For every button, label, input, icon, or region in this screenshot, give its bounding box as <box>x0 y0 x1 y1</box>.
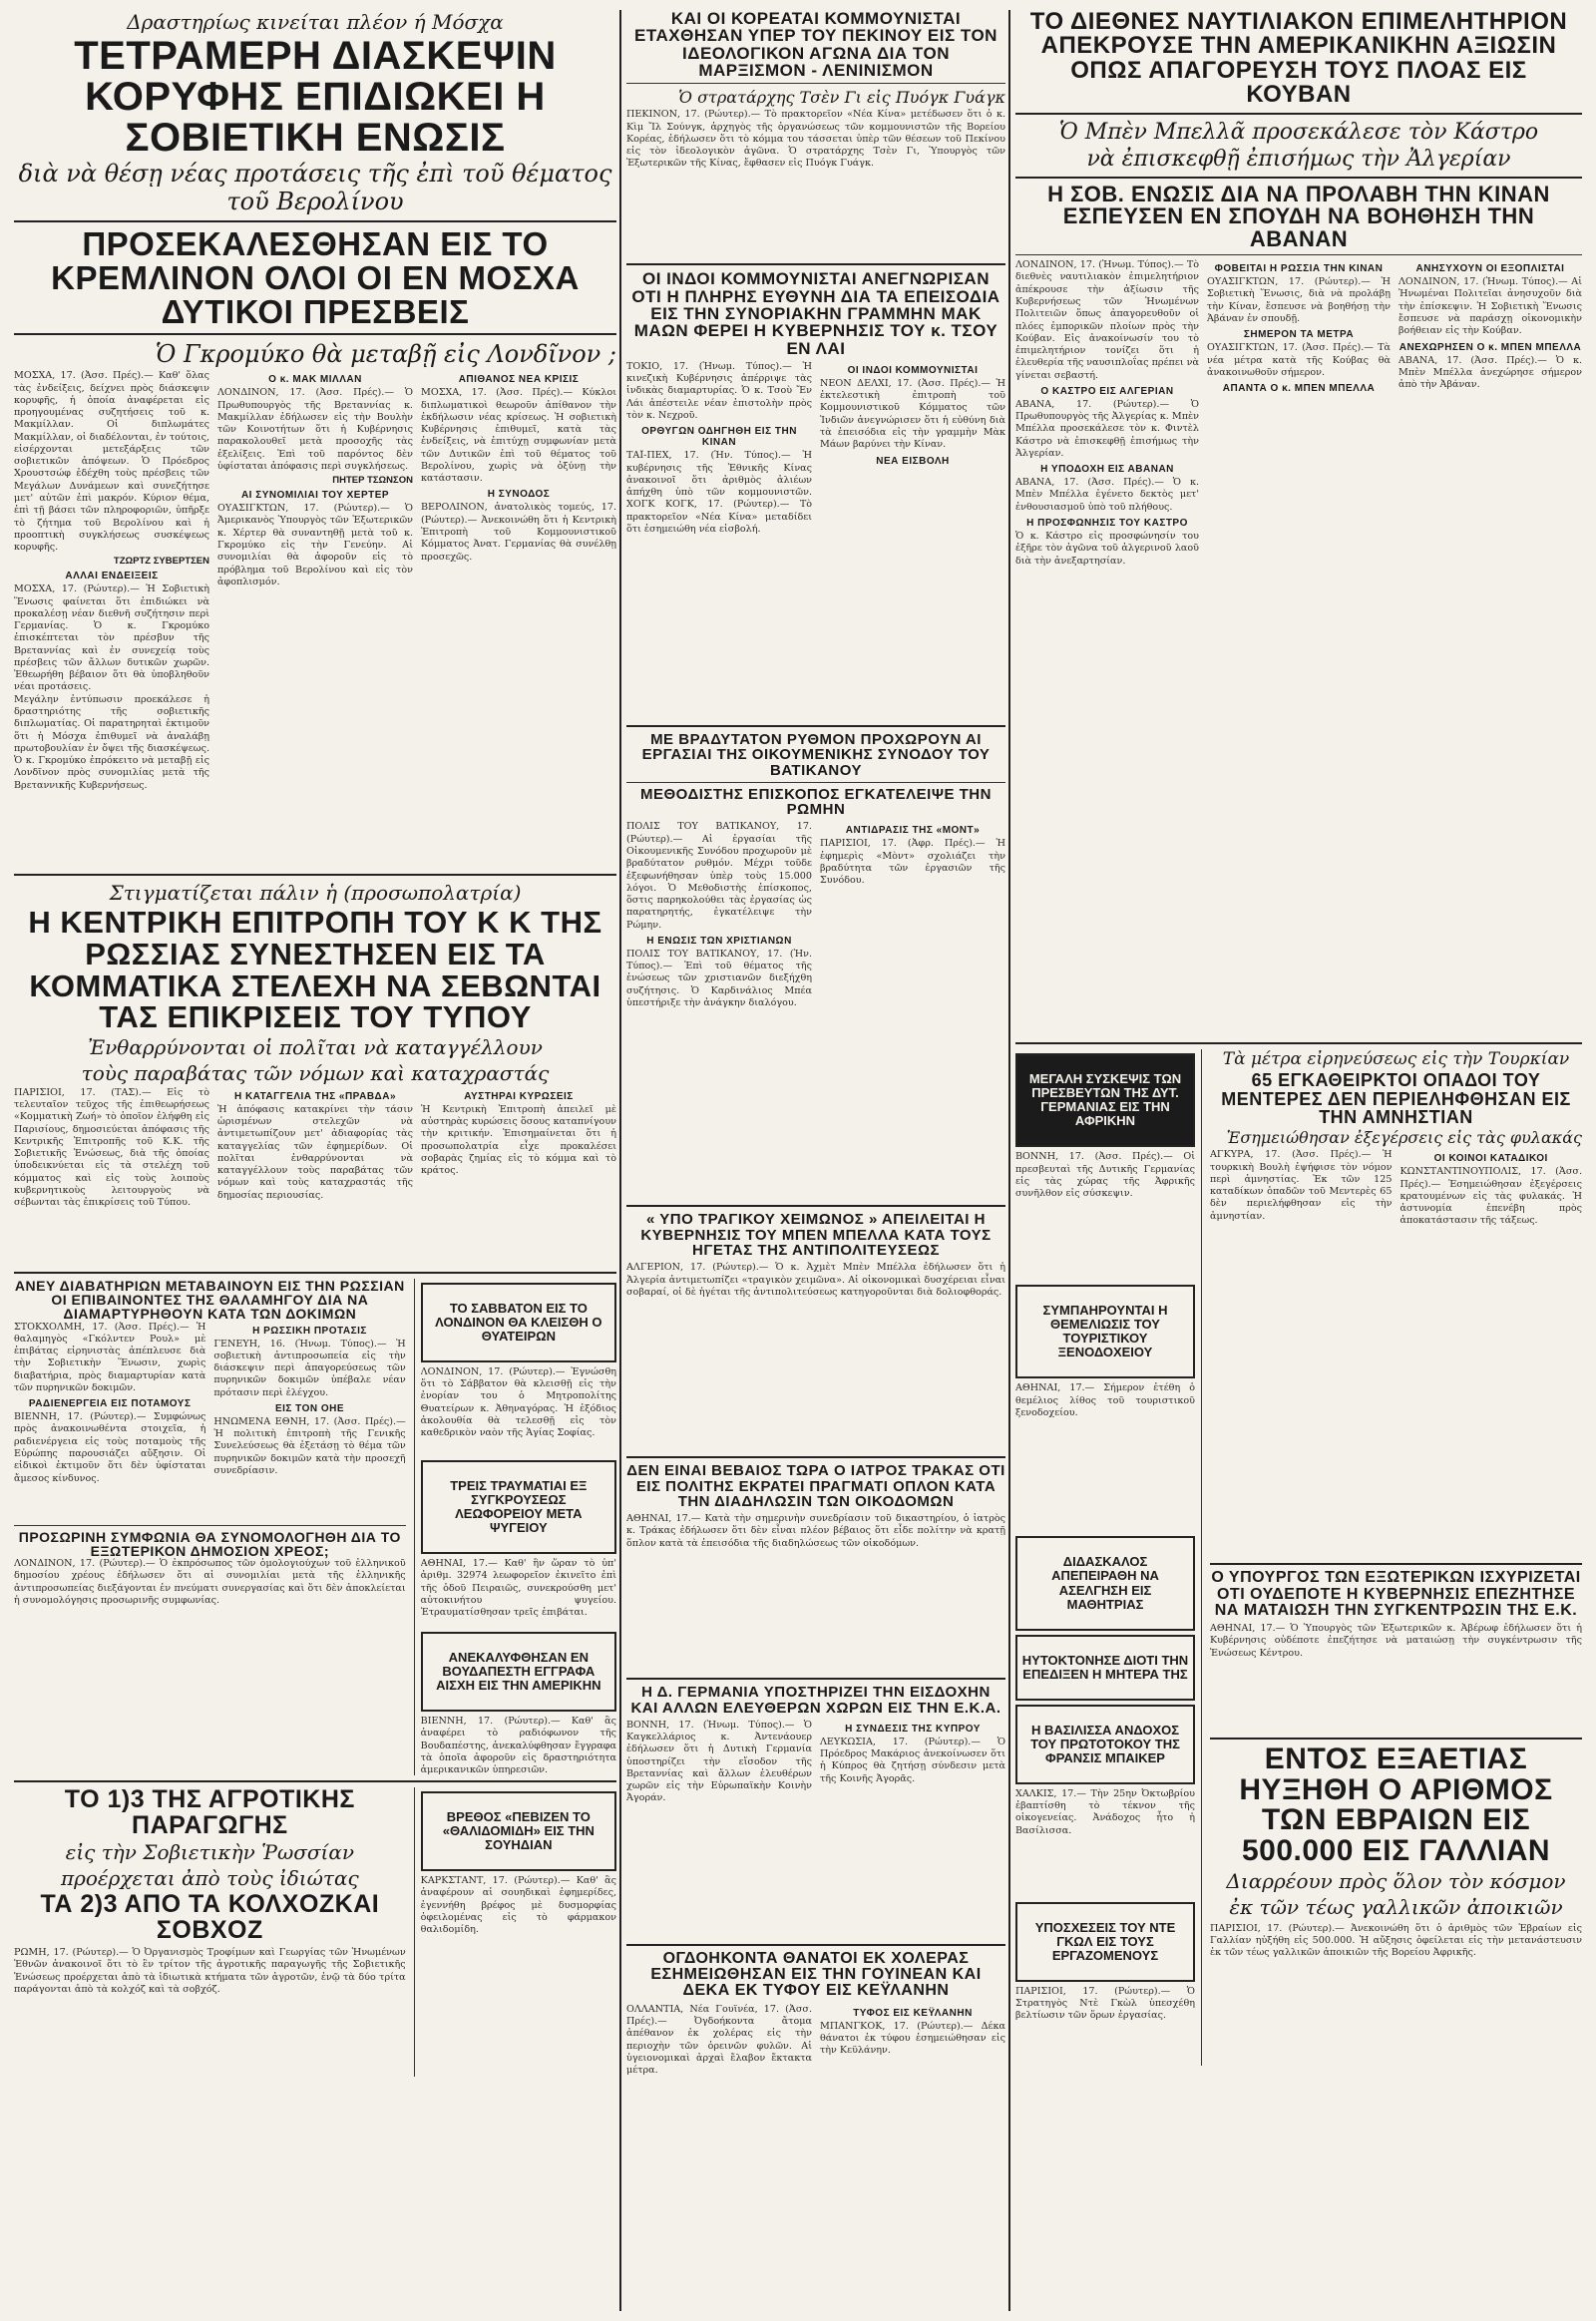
article-body <box>14 1558 406 1668</box>
section-subhead: ΑΠΙΘΑΝΟΣ ΝΕΑ ΚΡΙΣΙΣ <box>458 374 580 386</box>
divider <box>14 1272 616 1274</box>
article-text: ΟΥΑΣΙΓΚΤΩΝ, 17. (Ἀσσ. Πρές).— Τὰ νέα μέτρα κατὰ τῆς Κούβας θὰ ἀνακοινωθοῦν σήμερον. <box>1207 342 1391 378</box>
headline: ΔΕΝ ΕΙΝΑΙ ΒΕΒΑΙΟΣ ΤΩΡΑ Ο ΙΑΤΡΟΣ ΤΡΑΚΑΣ ΟΤΙ ΕΙΣ ΠΟΛΙΤΗΣ ΕΚΡΑΤΕΙ ΠΡΑΓΜΑΤΙ ΟΠΛΟΝ ΚΑΤΑ ΤΗΝ ΔΙΑΔΗΛΩΣΙΝ ΤΩΝ ΟΙΚΟΔΟΜΩΝ <box>626 1462 1005 1510</box>
section-subhead: ΑΝΗΣΥΧΟΥΝ ΟΙ ΕΞΟΠΛΙΣΤΑΙ <box>1415 263 1565 275</box>
headline: ΗΥΤΟΚΤΟΝΗΣΕ ΔΙΟΤΙ ΤΗΝ ΕΠΕΔΙΞΕΝ Η ΜΗΤΕΡΑ ΤΗΣ <box>1021 1652 1189 1682</box>
article-text: ΛΟΝΔΙΝΟΝ, 17. (Ἡνωμ. Τύπος).— Τὸ διεθνὲς ναυτιλιακὸν ἐπιμελητήριον ἀπέκρουσε τὴν ἀξίωσιν τῆς Κυβερνήσεως τῶν Ἡνωμένων Πολιτειῶν ὅπως ἀπαγορευθοῦν οἱ πλόες ἐμπορικῶν πλοίων πρὸς τὴν Κούβαν. Εἰς ἀνακοίνωσίν του τὸ ἐπιμελητήριον τονίζει ὅτι ἡ ἐλευθερία τῆς ναυσιπλοΐας πρέπει νὰ γίνεται σεβαστή. <box>1015 259 1199 381</box>
boxed-item <box>1015 1285 1195 1378</box>
headline: ΤΟ ΣΑΒΒΑΤΟΝ ΕΙΣ ΤΟ ΛΟΝΔΙΝΟΝ ΘΑ ΚΛΕΙΣΘΗ Ο ΘΥΑΤΕΙΡΩΝ <box>435 1300 602 1344</box>
headline: Η ΒΑΣΙΛΙΣΣΑ ΑΝΔΟΧΟΣ ΤΟΥ ΠΡΩΤΟΤΟΚΟΥ ΤΗΣ ΦΡΑΝΣΙΣ ΜΠΑΙΚΕΡ <box>1030 1722 1180 1765</box>
section-subhead: ΡΑΔΙΕΝΕΡΓΕΙΑ ΕΙΣ ΠΟΤΑΜΟΥΣ <box>28 1398 192 1410</box>
article-body <box>421 1875 616 2055</box>
kicker: Τὰ μέτρα εἰρηνεύσεως εἰς τὴν Τουρκίαν <box>1222 1049 1570 1070</box>
column-left <box>14 10 616 2311</box>
lower-block <box>1015 1049 1582 2066</box>
section-subhead: ΤΥΦΟΣ ΕΙΣ ΚΕΫΛΑΝΗΝ <box>853 2007 973 2019</box>
article-text: Ἡ ἀπόφασις κατακρίνει τὴν τάσιν ὡρισμένων στελεχῶν νὰ ἀντιμετωπίζουν μετ' ἀδιαφορίας τὰς καταγγελίας τῶν ἐφημερίδων. Οἱ πολῖται ἐνθαρρύνονται νὰ καταγγέλλουν τοὺς παραβάτας τῶν νόμων καὶ τοὺς καταχραστάς τῆς δημοσίας περιουσίας. <box>217 1103 413 1201</box>
boxed-item <box>1015 1053 1195 1147</box>
divider <box>626 1456 1005 1458</box>
headline: ΑΝΕΥ ΔΙΑΒΑΤΗΡΙΩΝ ΜΕΤΑΒΑΙΝΟΥΝ ΕΙΣ ΤΗΝ ΡΩΣΣΙΑΝ ΟΙ ΕΠΙΒΑΙΝΟΝΤΕΣ ΤΗΣ ΘΑΛΑΜΗΓΟΥ ΔΙΑ ΝΑ ΔΙΑΜΑΡΤΥΡΗΘΟΥΝ ΚΑΤΑ ΤΩΝ ΔΟΚΙΜΩΝ <box>14 1277 405 1323</box>
subheadline: διὰ νὰ θέσῃ νέας προτάσεις τῆς ἐπὶ τοῦ θέματος τοῦ Βερολίνου <box>18 160 612 216</box>
article-body <box>1210 1923 1582 2063</box>
section-subhead: ΟΙ ΚΟΙΝΟΙ ΚΑΤΑΔΙΚΟΙ <box>1433 1153 1548 1165</box>
boxed-item <box>1015 1705 1195 1784</box>
headline: ΚΑΙ ΟΙ ΚΟΡΕΑΤΑΙ ΚΟΜΜΟΥΝΙΣΤΑΙ ΕΤΑΧΘΗΣΑΝ ΥΠΕΡ ΤΟΥ ΠΕΚΙΝΟΥ ΕΙΣ ΤΟΝ ΙΔΕΟΛΟΓΙΚΟΝ ΑΓΩΝΑ ΔΙΑ ΤΟΝ ΜΑΡΞΙΣΜΟΝ - ΛΕΝΙΝΙΣΜΟΝ <box>634 10 998 80</box>
subheadline: Ἐσημειώθησαν ἐξεγέρσεις εἰς τὰς φυλακάς <box>1226 1128 1582 1148</box>
headline: ΟΙ ΙΝΔΟΙ ΚΟΜΜΟΥΝΙΣΤΑΙ ΑΝΕΓΝΩΡΙΣΑΝ ΟΤΙ Η ΠΛΗΡΗΣ ΕΥΘΥΝΗ ΔΙΑ ΤΑ ΕΠΕΙΣΟΔΙΑ ΕΙΣ ΤΗΝ ΣΥΝΟΡΙΑΚΗΝ ΓΡΑΜΜΗΝ ΜΑΚ ΜΑΩΝ ΦΕΡΕΙ Η ΚΥΒΕΡΝΗΣΙΣ ΤΟΥ κ. ΤΣΟΥ ΕΝ ΛΑΙ <box>631 269 1000 358</box>
section-subhead: ΣΗΜΕΡΟΝ ΤΑ ΜΕΤΡΑ <box>1243 329 1355 341</box>
headline: Η ΚΕΝΤΡΙΚΗ ΕΠΙΤΡΟΠΗ ΤΟΥ Κ Κ ΤΗΣ ΡΩΣΣΙΑΣ ΣΥΝΕΣΤΗΣΕΝ ΕΙΣ ΤΑ ΚΟΜΜΑΤΙΚΑ ΣΤΕΛΕΧΗ ΝΑ ΣΕΒΩΝΤΑΙ ΤΑΣ ΕΠΙΚΡΙΣΕΙΣ ΤΟΥ ΤΥΠΟΥ <box>28 905 602 1035</box>
section-subhead: ΑΠΑΝΤΑ Ο κ. ΜΠΕΝ ΜΠΕΛΛΑ <box>1222 383 1376 395</box>
lower-block <box>14 1787 616 2077</box>
article-text: ΚΩΝΣΤΑΝΤΙΝΟΥΠΟΛΙΣ, 17. (Ἀσσ. Πρές).— Ἐσημειώθησαν ἐξεγέρσεις κρατουμένων εἰς τὰς φυλακάς. Ἡ ἀστυνομία ἐπενέβη πρὸς ἀποκατάστασιν τῆς τάξεως. <box>1399 1166 1582 1227</box>
headline: ΥΠΟΣΧΕΣΕΙΣ ΤΟΥ ΝΤΕ ΓΚΩΛ ΕΙΣ ΤΟΥΣ ΕΡΓΑΖΟΜΕΝΟΥΣ <box>1034 1919 1176 1963</box>
lower-block <box>14 1279 616 1775</box>
article-body <box>626 109 1005 258</box>
boxed-item <box>421 1460 616 1554</box>
article-text: ΑΛΓΕΡΙΟΝ, 17. (Ρώυτερ).— Ὁ κ. Ἀχμὲτ Μπὲν Μπέλλα ἐδήλωσεν ὅτι ἡ Ἀλγερία ἀντιμετωπίζει «τραγικὸν χειμῶνα». Αἱ οἰκονομικαὶ δυσχέρειαι εἶναι σοβαραί, οἱ δὲ ἡγέται τῆς ἀντιπολιτεύσεως κατηγοροῦνται διὰ δολιοφθοράς. <box>626 1262 1005 1298</box>
article-text: ΣΤΟΚΧΟΛΜΗ, 17. (Ἀσσ. Πρές).— Ἡ θαλαμηγὸς «Γκόλντεν Ρουλ» μὲ ἐπιβάτας εἰρηνιστὰς ἀπέπλευσε διὰ τὴν Σοβιετικὴν Ἕνωσιν, χωρὶς διαβατήρια, πρὸς διαμαρτυρίαν κατὰ τῶν πυρηνικῶν δοκιμῶν. <box>14 1321 206 1393</box>
subheadline: Ὁ στρατάρχης Τσὲν Γι εἰς Πυόγκ Γυάγκ <box>678 88 1005 108</box>
article-body <box>421 1716 616 1775</box>
subheadline: ἐκ τῶν τέως γαλλικῶν ἀποικιῶν <box>1229 1894 1563 1919</box>
divider <box>626 1205 1005 1207</box>
article-body <box>1015 1151 1195 1281</box>
headline: ΠΡΟΣΩΡΙΝΗ ΣΥΜΦΩΝΙΑ ΘΑ ΣΥΝΟΜΟΛΟΓΗΘΗ ΔΙΑ ΤΟ ΕΞΩΤΕΡΙΚΟΝ ΔΗΜΟΣΙΟΝ ΧΡΕΟΣ; <box>18 1528 401 1559</box>
article-text: Ὁ κ. Κάστρο εἰς προσφώνησίν του ἐξῆρε τὸν ἀγῶνα τοῦ ἀλγερινοῦ λαοῦ διὰ τὴν ἀνεξαρτησίαν. <box>1015 530 1199 567</box>
divider <box>626 1678 1005 1680</box>
article-text: ΑΘΗΝΑΙ, 17.— Καθ' ἣν ὥραν τὸ ὑπ' ἀριθμ. 32974 λεωφορεῖον ἐκινεῖτο ἐπὶ τῆς ὁδοῦ Πειραιῶς, συνεκρούσθη μετ' αὐτοκινήτου ψυγείου. Ἐτραυματίσθησαν τρεῖς ἐπιβάται. <box>420 1558 616 1619</box>
byline: ΠΗΤΕΡ ΤΣΩΝΣΟΝ <box>332 475 413 487</box>
article-text: ΑΘΗΝΑΙ, 17.— Σήμερον ἐτέθη ὁ θεμέλιος λίθος τοῦ τουριστικοῦ ξενοδοχείου. <box>1015 1382 1195 1418</box>
article-text: ΜΟΣΧΑ, 17. (Ἀσσ. Πρές).— Καθ' ὅλας τὰς ἐνδείξεις, δείχνει πρὸς διάσκεψιν κορυφῆς, ἡ ὁποία ἀναφέρεται εἰς προηγουμένας συζητήσεις τοῦ κ. Μακμίλλαν. Οἱ διπλωμάτες Μακμίλλαν, οἱ διαδέλονται, ἐν τούτοις, εἰσέρχονται μετεξάρξεις τῶν σοβιετικῶν ἀπόψεων. Ὁ Πρόεδρος Χρουστσώφ ἐδέχθη τοὺς πρέσβεις τῶν Μεγάλων Δυνάμεων καὶ συνεζήτησε μετ' αὐτῶν ἐπὶ μακρόν. Κύριον θέμα, ἐπὶ τῇ βάσει τῶν πληροφοριῶν, ὑπῆρξε τὸ ζήτημα τοῦ Βερολίνου καὶ ἡ προοπτικὴ συγκλήσεως συσκέψεως κορυφῆς. <box>14 370 209 554</box>
headline: « ΥΠΟ ΤΡΑΓΙΚΟΥ ΧΕΙΜΩΝΟΣ » ΑΠΕΙΛΕΙΤΑΙ Η ΚΥΒΕΡΝΗΣΙΣ ΤΟΥ ΜΠΕΝ ΜΠΕΛΛΑ ΚΑΤΑ ΤΟΥΣ ΗΓΕΤΑΣ ΤΗΣ ΑΝΤΙΠΟΛΙΤΕΥΣΕΩΣ <box>640 1211 992 1260</box>
divider <box>1015 1042 1582 1044</box>
article-text: ΑΘΗΝΑΙ, 17.— Ὁ Ὑπουργὸς τῶν Ἐξωτερικῶν κ. Ἀβέρωφ ἐδήλωσεν ὅτι ἡ Κυβέρνησις οὐδέποτε ἐπεζήτησε νὰ ματαιώσῃ τὴν συγκέντρωσιν τῆς Ἑνώσεως Κέντρου. <box>1210 1623 1582 1659</box>
headline: Η Δ. ΓΕΡΜΑΝΙΑ ΥΠΟΣΤΗΡΙΖΕΙ ΤΗΝ ΕΙΣΔΟΧΗΝ ΚΑΙ ΑΛΛΩΝ ΕΛΕΥΘΕΡΩΝ ΧΩΡΩΝ ΕΙΣ ΤΗΝ Ε.Κ.Α. <box>630 1684 1001 1717</box>
divider <box>626 782 1005 783</box>
divider <box>1210 1563 1582 1565</box>
headline: ΟΓΔΟΗΚΟΝΤΑ ΘΑΝΑΤΟΙ ΕΚ ΧΟΛΕΡΑΣ ΕΣΗΜΕΙΩΘΗΣΑΝ ΕΙΣ ΤΗΝ ΓΟΥΙΝΕΑΝ ΚΑΙ ΔΕΚΑ ΕΚ ΤΥΦΟΥ ΕΙΣ ΚΕΫΛΑΝΗΝ <box>650 1949 982 2000</box>
article-text: ΜΟΣΧΑ, 17. (Ἀσσ. Πρές).— Κύκλοι διπλωματικοὶ θεωροῦν ἀπίθανον τὴν ἐκδήλωσιν νέας κρίσεως. Ἡ σοβιετικὴ Κυβέρνησις ἐπιθυμεῖ, κατὰ τὰς ἐνδείξεις, νὰ ἐπιτύχῃ συμφωνίαν μετὰ τῶν Δυτικῶν ἐπὶ τοῦ θέματος τοῦ Βερολίνου, χωρὶς νὰ ὀξύνῃ τὴν κατάστασιν. <box>421 387 616 485</box>
subheadline: νὰ ἐπισκεφθῇ ἐπισήμως τὴν Ἀλγερίαν <box>1086 146 1511 172</box>
article-text: ΛΟΝΔΙΝΟΝ, 17. (Ρώυτερ).— Ἐγνώσθη ὅτι τὸ Σάββατον θὰ κλεισθῇ εἰς τὴν ἐνορίαν του ὁ Μητροπολίτης Θυατείρων κ. Ἀθηναγόρας. Ἡ ἐξόδιος ἀκολουθία θὰ τελεσθῇ εἰς τὸν καθεδρικὸν ναὸν τῆς Ἁγίας Σοφίας. <box>420 1365 616 1439</box>
article-body <box>626 1262 1005 1451</box>
article-body <box>626 361 1005 720</box>
article-text: ΗΝΩΜΕΝΑ ΕΘΝΗ, 17. (Ἀσσ. Πρές).— Ἡ πολιτικὴ ἐπιτροπὴ τῆς Γενικῆς Συνελεύσεως θὰ ἐξετάσῃ τὸ θέμα τῶν πυρηνικῶν δοκιμῶν κατὰ τὴν προσεχῆ συνεδρίασιν. <box>213 1415 406 1476</box>
byline: ΤΖΩΡΤΖ ΣΥΒΕΡΤΣΕΝ <box>113 556 209 568</box>
article-text: ΛΟΝΔΙΝΟΝ, 17. (Ἡνωμ. Τύπος).— Αἱ Ἡνωμέναι Πολιτεῖαι ἀνησυχοῦν διὰ τὴν ἐπίσκεψιν. Ἡ Σοβιετικὴ Ἕνωσις ἔσπευσε νὰ παράσχῃ οἰκονομικὴν βοήθειαν εἰς τὴν Κούβαν. <box>1398 276 1582 337</box>
divider <box>14 220 616 222</box>
divider <box>626 1944 1005 1946</box>
article-text: ΟΛΛΑΝΤΙΑ, Νέα Γουϊνέα, 17. (Ἀσσ. Πρές).— Ὀγδοήκοντα ἄτομα ἀπέθανον ἐκ χολέρας εἰς τὴν περιοχὴν τῶν ὀρεινῶν φυλῶν. Αἱ ὑγειονομικαὶ ἀρχαὶ ἔλαβον ἔκτακτα μέτρα. <box>626 2003 812 2077</box>
article-body <box>14 1947 406 2077</box>
article-text: ΚΑΡΚΣΤΑΝΤ, 17. (Ρώυτερ).— Καθ' ἃς ἀναφέρουν αἱ σουηδικαὶ ἐφημερίδες, ἐγεννήθη βρέφος μὲ δυσμορφίας ὀφειλομένας εἰς τὸ φάρμακον θαλιδομίδη. <box>420 1875 616 1936</box>
article-text: ΛΟΝΔΙΝΟΝ, 17. (Ρώυτερ).— Ὁ ἐκπρόσωπος τῶν ὁμολογιούχων τοῦ ἑλληνικοῦ δημοσίου χρέους ἐδήλωσεν ὅτι αἱ συνομιλίαι μετὰ τῆς ἑλληνικῆς ἀντιπροσωπείας διεξάγονται ἐν πνεύματι συνεργασίας καὶ ὅτι δὲν ἀποκλείεται ἡ συνομολόγησις προσωρινῆς συμφωνίας. <box>14 1558 406 1606</box>
subheadline: Ὁ Γκρομύκο θὰ μεταβῇ εἰς Λονδῖνον ; <box>155 340 616 369</box>
headline: ΑΝΕΚΑΛΥΦΘΗΣΑΝ ΕΝ ΒΟΥΔΑΠΕΣΤΗ ΕΓΓΡΑΦΑ ΑΙΣΧΗ ΕΙΣ ΤΗΝ ΑΜΕΡΙΚΗΝ <box>436 1650 601 1694</box>
divider <box>14 333 616 335</box>
article-text: Ἡ Κεντρικὴ Ἐπιτροπὴ ἀπειλεῖ μὲ αὐστηρὰς κυρώσεις ὅσους καταπνίγουν τὴν κριτικήν. Ἐπισημαίνεται ὅτι ἡ προσωπολατρία εἶχε προκαλέσει σοβαρὰς ζημίας εἰς τὸ κόμμα καὶ τὸ κράτος. <box>421 1103 616 1177</box>
headline: ΤΕΤΡΑΜΕΡΗ ΔΙΑΣΚΕΨΙΝ ΚΟΡΥΦΗΣ ΕΠΙΔΙΩΚΕΙ Η ΣΟΒΙΕΤΙΚΗ ΕΝΩΣΙΣ <box>74 34 557 160</box>
article-text: ΟΥΑΣΙΓΚΤΩΝ, 17. (Ρώυτερ).— Ἡ Σοβιετικὴ Ἕνωσις, διὰ νὰ προλάβῃ τὴν Κίναν, ἔσπευσε νὰ βοηθήσῃ τὴν Ἀβάναν ἐν σπουδῇ. <box>1207 276 1391 324</box>
article-text: ΑΒΑΝΑ, 17. (Ἀσσ. Πρές).— Ὁ κ. Μπὲν Μπέλλα ἀνεχώρησε σήμερον ἀπὸ τὴν Ἀβάναν. <box>1398 354 1582 391</box>
headline: 65 ΕΓΚΑΘΕΙΡΚΤΟΙ ΟΠΑΔΟΙ ΤΟΥ ΜΕΝΤΕΡΕΣ ΔΕΝ ΠΕΡΙΕΛΗΦΘΗΣΑΝ ΕΙΣ ΤΗΝ ΑΜΝΗΣΤΙΑΝ <box>1221 1070 1571 1127</box>
kicker: Στιγματίζεται πάλιν ἡ (προσωπολατρία) <box>109 881 522 906</box>
article-text: ΠΟΛΙΣ ΤΟΥ ΒΑΤΙΚΑΝΟΥ, 17. (Ρώυτερ).— Αἱ ἐργασίαι τῆς Οἰκουμενικῆς Συνόδου προχωροῦν μὲ βραδύτατον ρυθμόν. Μέχρι τοῦδε ἐξεφωνήθησαν ὑπὲρ τοὺς 15.000 λόγοι. Ὁ Μεθοδιστὴς ἐπίσκοπος, ὅστις παρηκολούθει τὰς ἐργασίας ὡς παρατηρητής, ἐγκατέλειψε τὴν Ρώμην. <box>626 821 812 931</box>
section-subhead: ΑΙ ΣΥΝΟΜΙΛΙΑΙ ΤΟΥ ΧΕΡΤΕΡ <box>240 490 390 502</box>
column-divider <box>1008 10 1010 2311</box>
headline: ΤΟ 1)3 ΤΗΣ ΑΓΡΟΤΙΚΗΣ ΠΑΡΑΓΩΓΗΣ <box>64 1785 355 1839</box>
article-body <box>1210 1149 1582 1558</box>
column-right <box>1015 10 1582 2311</box>
article-body <box>626 1720 1005 1939</box>
article-body <box>421 1366 616 1456</box>
article-body <box>626 821 1005 1200</box>
divider <box>626 725 1005 727</box>
column-divider <box>619 10 621 2311</box>
divider <box>14 874 616 876</box>
headline: ΜΕΘΟΔΙΣΤΗΣ ΕΠΙΣΚΟΠΟΣ ΕΓΚΑΤΕΛΕΙΨΕ ΤΗΝ ΡΩΜΗΝ <box>640 785 992 819</box>
article-text: ΧΑΛΚΙΣ, 17.— Τὴν 25ην Ὀκτωβρίου ἐβαπτίσθη τὸ τέκνον τῆς οἰκογενείας. Ἀνάδοχος ἦτο ἡ Βασίλισσα. <box>1015 1787 1195 1836</box>
section-subhead: ΕΙΣ ΤΟΝ ΟΗΕ <box>274 1402 345 1414</box>
article-text: ΓΕΝΕΥΗ, 16. (Ἡνωμ. Τύπος).— Ἡ σοβιετικὴ ἀντιπροσωπεία εἰς τὴν διάσκεψιν περὶ ἀπαγορεύσεως τῶν πυρηνικῶν δοκιμῶν ὑπέβαλε νέαν πρότασιν περὶ ἐλέγχου. <box>213 1338 406 1398</box>
divider <box>626 83 1005 84</box>
article-text: ΑΒΑΝΑ, 17. (Ρώυτερ).— Ὁ Πρωθυπουργὸς τῆς Ἀλγερίας κ. Μπὲν Μπέλλα προσεκάλεσε τὸν κ. Φιντὲλ Κάστρο νὰ ἐπισκεφθῇ ἐπισήμως τὴν Ἀλγερίαν. <box>1015 398 1199 459</box>
section-subhead: ΑΥΣΤΗΡΑΙ ΚΥΡΩΣΕΙΣ <box>464 1090 574 1102</box>
article-text: ΟΥΑΣΙΓΚΤΩΝ, 17. (Ρώυτερ).— Ὁ Ἀμερικανὸς Ὑπουργὸς τῶν Ἐξωτερικῶν κ. Χέρτερ θὰ συναντηθῇ μετὰ τοῦ κ. Γκρομύκο εἰς τὴν Γενεύην. Αἱ συνομιλίαι θὰ ἀφοροῦν εἰς τὸ πρόβλημα τοῦ Βερολίνου καὶ εἰς τὸν ἀφοπλισμόν. <box>217 503 413 587</box>
section-subhead: ΟΙ ΙΝΔΟΙ ΚΟΜΜΟΥΝΙΣΤΑΙ <box>847 364 979 376</box>
article-text: ΠΑΡΙΣΙΟΙ, 17. (ΤΑΣ).— Εἰς τὸ τελευταῖον τεῦχος τῆς ἐπιθεωρήσεως «Κομματικὴ Ζωή» τὸ ὁποῖον ἐλήφθη εἰς Παρισίους, δημοσιεύεται ἀπόφασις τῆς Κεντρικῆς Ἐπιτροπῆς τοῦ Κ.Κ. τῆς Σοβιετικῆς Ἑνώσεως, διὰ τῆς ὁποίας ὑποδεικνύεται εἰς τὰ στελέχη τοῦ κόμματος καὶ εἰς τοὺς λοιποὺς κυβερνητικοὺς λειτουργοὺς νὰ σέβωνται τὰς ἐπικρίσεις τοῦ Τύπου. <box>14 1086 209 1209</box>
divider <box>1015 254 1582 255</box>
headline: ΒΡΕΘΟΣ «ΠΕΒΙΖΕΝ ΤΟ «ΘΑΛΙΔΟΜΙΔΗ» ΕΙΣ ΤΗΝ ΣΟΥΗΔΙΑΝ <box>442 1809 595 1853</box>
article-body <box>1015 1788 1195 1898</box>
article-text: ΑΓΚΥΡΑ, 17. (Ἀσσ. Πρές).— Ἡ τουρκικὴ Βουλὴ ἐψήφισε τὸν νόμον περὶ ἀμνηστίας. Ἐκ τῶν 125 καταδίκων ὁπαδῶν τοῦ Μεντερὲς 65 δὲν περιελήφθησαν εἰς τὴν ἀμνηστίαν. <box>1210 1149 1393 1222</box>
article-text: ΠΑΡΙΣΙΟΙ, 17. (Ρώυτερ).— Ἀνεκοινώθη ὅτι ὁ ἀριθμὸς τῶν Ἑβραίων εἰς Γαλλίαν ηὐξήθη εἰς 500.000. Ἡ αὔξησις ὀφείλεται εἰς τὴν μετανάστευσιν ἐκ τῶν τέως γαλλικῶν ἀποικιῶν τῆς Βορείου Ἀφρικῆς. <box>1210 1922 1582 1959</box>
divider <box>1015 177 1582 179</box>
article-text: ΠΟΛΙΣ ΤΟΥ ΒΑΤΙΚΑΝΟΥ, 17. (Ἡν. Τύπος).— Ἐπὶ τοῦ θέματος τῆς ἑνώσεως τῶν χριστιανῶν διεξήχθη συζήτησις. Ὁ Καρδινάλιος Μπέα ὑπεστήριξε τὴν ἀνάγκην διαλόγου. <box>626 948 812 1008</box>
section-subhead: Ο κ. ΜΑΚ ΜΙΛΛΑΝ <box>268 374 362 386</box>
article-text: ΑΒΑΝΑ, 17. (Ἀσσ. Πρές).— Ὁ κ. Μπὲν Μπέλλα ἐγένετο δεκτὸς μετ' ἐνθουσιασμοῦ ὑπὸ τοῦ πλήθους. <box>1015 477 1199 513</box>
headline: ΤΟ ΔΙΕΘΝΕΣ ΝΑΥΤΙΛΙΑΚΟΝ ΕΠΙΜΕΛΗΤΗΡΙΟΝ ΑΠΕΚΡΟΥΣΕ ΤΗΝ ΑΜΕΡΙΚΑΝΙΚΗΝ ΑΞΙΩΣΙΝ ΟΠΩΣ ΑΠΑΓΟΡΕΥΣΗ ΤΟΥΣ ΠΛΟΑΣ ΕΙΣ ΚΟΥΒΑΝ <box>1029 10 1568 109</box>
boxed-item <box>1015 1902 1195 1982</box>
boxed-item <box>421 1791 616 1871</box>
headline: ΜΕ ΒΡΑΔΥΤΑΤΟΝ ΡΥΘΜΟΝ ΠΡΟΧΩΡΟΥΝ ΑΙ ΕΡΓΑΣΙΑΙ ΤΗΣ ΟΙΚΟΥΜΕΝΙΚΗΣ ΣΥΝΟΔΟΥ ΤΟΥ ΒΑΤΙΚΑΝΟΥ <box>641 730 991 779</box>
article-text: ΒΟΝΝΗ, 17. (Ἡνωμ. Τύπος).— Ὁ Καγκελλάριος κ. Ἀντενάουερ ἐδήλωσεν ὅτι ἡ Δυτικὴ Γερμανία ὑποστηρίζει τὴν εἴσοδον τῆς Βρεταννίας καὶ ἄλλων ἐλευθέρων χωρῶν εἰς τὴν Εὐρωπαϊκὴν Κοινὴν Ἀγοράν. <box>626 1719 812 1804</box>
headline: ΣΥΜΠΑΗΡΟΥΝΤΑΙ Η ΘΕΜΕΛΙΩΣΙΣ ΤΟΥ ΤΟΥΡΙΣΤΙΚΟΥ ΞΕΝΟΔΟΧΕΙΟΥ <box>1042 1303 1168 1360</box>
article-text: ΛΕΥΚΩΣΙΑ, 17. (Ρώυτερ).— Ὁ Πρόεδρος Μακάριος ἀνεκοίνωσεν ὅτι ἡ Κύπρος θὰ ζητήσῃ σύνδεσιν μετὰ τῆς Κοινῆς Ἀγορᾶς. <box>820 1736 1005 1784</box>
section-subhead: ΝΕΑ ΕΙΣΒΟΛΗ <box>876 455 950 467</box>
boxed-item <box>1015 1536 1195 1630</box>
section-subhead: ΑΝΕΧΩΡΗΣΕΝ Ο κ. ΜΠΕΝ ΜΠΕΛΛΑ <box>1398 341 1582 353</box>
article-text: ΠΕΚΙΝΟΝ, 17. (Ρώυτερ).— Τὸ πρακτορεῖον «Νέα Κίνα» μετέδωσεν ὅτι ὁ κ. Κὶμ Ἴλ Σούνγκ, ἀρχηγὸς τῆς ὀργανώσεως τῶν κομμουνιστῶν τῆς Βορείου Κορέας, ἐδήλωσεν ὅτι τὸ κόμμα του τάσσεται ὑπὲρ τῶν θέσεων τοῦ Πεκίνου εἰς τὸν ἰδεολογικὸν ἀγῶνα. Ὁ στρατάρχης Τσὲν Γι, Ὑπουργὸς τῶν Ἐξωτερικῶν τῆς Κίνας, ἔφθασεν εἰς Πυόγκ Γυάγκ. <box>626 109 1005 170</box>
article-text: ΝΕΟΝ ΔΕΛΧΙ, 17. (Ἀσσ. Πρές).— Ἡ ἐκτελεστικὴ ἐπιτροπὴ τοῦ Κομμουνιστικοῦ Κόμματος τῶν Ἰνδιῶν ἀνεγνώρισεν ὅτι ἡ εὐθύνη διὰ τὰ ἐπεισόδια εἰς τὴν γραμμὴν Μὰκ Μάων βαρύνει τὴν Κίναν. <box>820 377 1005 451</box>
boxed-item <box>421 1632 616 1712</box>
article-body <box>14 370 616 869</box>
section-subhead: Η ΣΥΝΔΕΣΙΣ ΤΗΣ ΚΥΠΡΟΥ <box>845 1723 981 1735</box>
divider <box>14 1780 616 1782</box>
section-subhead: ΑΛΛΑΙ ΕΝΔΕΙΞΕΙΣ <box>65 571 159 582</box>
article-body <box>14 1087 616 1267</box>
section-subhead: ΦΟΒΕΙΤΑΙ Η ΡΩΣΣΙΑ ΤΗΝ ΚΙΝΑΝ <box>1214 263 1384 275</box>
article-text: Μεγάλην ἐντύπωσιν προεκάλεσε ἡ δραστηριότης τῆς σοβιετικῆς διπλωματίας. Οἱ παρατηρηταὶ ἐκτιμοῦν ὅτι ἡ Μόσχα ἐπιθυμεῖ νὰ ἀναλάβῃ πρωτοβουλίαν ἐν ὄψει τῆς διασκέψεως. Ὁ κ. Γκρομύκο ἐπρόκειτο νὰ μεταβῇ εἰς Λονδῖνον πρὸς συνομιλίας μετὰ τῆς Βρεταννικῆς Κυβερνήσεως. <box>14 693 209 791</box>
article-text: ΒΟΝΝΗ, 17. (Ἀσσ. Πρές).— Οἱ πρεσβευταὶ τῆς Δυτικῆς Γερμανίας εἰς τὰς χώρας τῆς Ἀφρικῆς συνῆλθον εἰς σύσκεψιν. <box>1015 1151 1195 1200</box>
article-body <box>1015 1986 1195 2066</box>
kicker: Δραστηρίως κινείται πλέον ή Μόσχα <box>127 10 504 34</box>
section-subhead: Η ΚΑΤΑΓΓΕΛΙΑ ΤΗΣ «ΠΡΑΒΔΑ» <box>233 1090 397 1102</box>
headline: ΕΝΤΟΣ ΕΞΑΕΤΙΑΣ ΗΥΞΗΘΗ Ο ΑΡΙΘΜΟΣ ΤΩΝ ΕΒΡΑΙΩΝ ΕΙΣ 500.000 ΕΙΣ ΓΑΛΛΙΑΝ <box>1239 1742 1553 1867</box>
headline: Η ΣΟΒ. ΕΝΩΣΙΣ ΔΙΑ ΝΑ ΠΡΟΛΑΒΗ ΤΗΝ ΚΙΝΑΝ ΕΣΠΕΥΣΕΝ ΕΝ ΣΠΟΥΔΗ ΝΑ ΒΟΗΘΗΣΗ ΤΗΝ ΑΒΑΝΑΝ <box>1047 181 1550 251</box>
section-subhead: Η ΠΡΟΣΦΩΝΗΣΙΣ ΤΟΥ ΚΑΣΤΡΟ <box>1026 517 1188 529</box>
boxed-item <box>421 1283 616 1362</box>
article-body <box>1015 1382 1195 1532</box>
subheadline: προέρχεται ἀπὸ τοὺς ἰδιώτας <box>60 1866 359 1891</box>
headline: Ο ΥΠΟΥΡΓΟΣ ΤΩΝ ΕΞΩΤΕΡΙΚΩΝ ΙΣΧΥΡΙΖΕΤΑΙ ΟΤΙ ΟΥΔΕΠΟΤΕ Η ΚΥΒΕΡΝΗΣΙΣ ΕΠΕΖΗΤΗΣΕ ΝΑ ΜΑΤΑΙΩΣΗ ΤΗΝ ΣΥΓΚΕΝΤΡΩΣΙΝ ΤΗΣ Ε.Κ. <box>1211 1569 1581 1619</box>
subheadline: Ὁ Μπὲν Μπελλᾶ προσεκάλεσε τὸν Κάστρο <box>1058 119 1539 145</box>
subheadline: τοὺς παραβάτας τῶν νόμων καὶ καταχραστάς <box>81 1060 550 1085</box>
divider <box>1210 1738 1582 1740</box>
subheadline: Ἐνθαρρύνονται οἱ πολῖται νὰ καταγγέλλουν <box>88 1034 543 1059</box>
section-subhead: Η ΥΠΟΔΟΧΗ ΕΙΣ ΑΒΑΝΑΝ <box>1040 464 1174 476</box>
article-body <box>1015 259 1582 1037</box>
column-middle <box>626 10 1005 2311</box>
subheadline: εἰς τὴν Σοβιετικὴν Ῥωσσίαν <box>65 1840 355 1865</box>
boxed-item <box>1015 1635 1195 1701</box>
headline: ΜΕΓΑΛΗ ΣΥΣΚΕΨΙΣ ΤΩΝ ΠΡΕΣΒΕΥΤΩΝ ΤΗΣ ΔΥΤ. ΓΕΡΜΑΝΙΑΣ ΕΙΣ ΤΗΝ ΑΦΡΙΚΗΝ <box>1028 1071 1182 1129</box>
headline: ΔΙΔΑΣΚΑΛΟΣ ΑΠΕΠΕΙΡΑΘΗ ΝΑ ΑΣΕΛΓΗΣΗ ΕΙΣ ΜΑΘΗΤΡΙΑΣ <box>1051 1554 1159 1612</box>
headline: ΠΡΟΣΕΚΑΛΕΣΘΗΣΑΝ ΕΙΣ ΤΟ ΚΡΕΜΛΙΝΟΝ ΟΛΟΙ ΟΙ ΕΝ ΜΟΣΧΑ ΔΥΤΙΚΟΙ ΠΡΕΣΒΕΙΣ <box>51 225 580 330</box>
section-subhead: ΑΝΤΙΔΡΑΣΙΣ ΤΗΣ «ΜΟΝΤ» <box>845 825 981 837</box>
section-subhead: ΟΡΘΥΓΩΝ ΟΔΗΓΗΘΗ ΕΙΣ ΤΗΝ ΚΙΝΑΝ <box>641 426 797 449</box>
article-text: ΒΙΕΝΝΗ, 17. (Ρώυτερ).— Συμφώνως πρὸς ἀνακοινωθέντα στοιχεῖα, ἡ ραδιενέργεια εἰς τοὺς ποταμοὺς τῆς Εὐρώπης παρουσιάζει αὔξησιν. Οἱ εἰδικοὶ ἐκτιμοῦν ὅτι δὲν ὑφίσταται ἄμεσος κίνδυνος. <box>14 1411 206 1484</box>
headline: ΤΑ 2)3 ΑΠΟ ΤΑ ΚΟΛΧΟΖΚΑΙ ΣΟΒΧΟΖ <box>40 1890 380 1944</box>
article-body <box>1210 1623 1582 1733</box>
section-subhead: Η ΕΝΩΣΙΣ ΤΩΝ ΧΡΙΣΤΙΑΝΩΝ <box>646 935 792 947</box>
section-subhead: Ο ΚΑΣΤΡΟ ΕΙΣ ΑΛΓΕΡΙΑΝ <box>1040 385 1174 397</box>
headline: ΤΡΕΙΣ ΤΡΑΥΜΑΤΙΑΙ ΕΞ ΣΥΓΚΡΟΥΣΕΩΣ ΛΕΩΦΟΡΕΙΟΥ ΜΕΤΑ ΨΥΓΕΙΟΥ <box>450 1477 588 1535</box>
article-text: ΒΙΕΝΝΗ, 17. (Ρώυτερ).— Καθ' ἃς ἀναφέρει τὸ ραδιόφωνον τῆς Βουδαπέστης, ἀνεκαλύφθησαν ἔγγραφα τὰ ὁποῖα ἀφοροῦν εἰς δραστηριότητα ἀμερικανικῶν ὑπηρεσιῶν. <box>420 1716 616 1776</box>
article-body <box>626 2004 1005 2173</box>
section-subhead: Η ΡΩΣΣΙΚΗ ΠΡΟΤΑΣΙΣ <box>252 1325 367 1337</box>
section-subhead: Η ΣΥΝΟΔΟΣ <box>487 489 551 501</box>
article-body <box>421 1558 616 1628</box>
article-text: ΜΠΑΝΓΚΟΚ, 17. (Ρώυτερ).— Δέκα θάνατοι ἐκ τύφου ἐσημειώθησαν εἰς τὴν Κεϋλάνην. <box>820 2020 1005 2057</box>
article-text: ΠΑΡΙΣΙΟΙ, 17. (Ἀφρ. Πρές).— Ἡ ἐφημερὶς «Μὸντ» σχολιάζει τὴν βραδύτητα τῶν ἐργασιῶν τῆς Συνόδου. <box>820 838 1005 887</box>
subheadline: Διαρρέουν πρὸς ὅλον τὸν κόσμον <box>1226 1868 1566 1893</box>
article-text: ΠΑΡΙΣΙΟΙ, 17. (Ρώυτερ).— Ὁ Στρατηγὸς Ντὲ Γκὼλ ὑπεσχέθη βελτίωσιν τῶν ὅρων ἐργασίας. <box>1015 1985 1195 2022</box>
article-body <box>14 1322 406 1521</box>
article-text: ΛΟΝΔΙΝΟΝ, 17. (Ἀσσ. Πρές).— Ὁ Πρωθυπουργὸς τῆς Βρεταννίας κ. Μακμίλλαν ἐδήλωσεν εἰς τὴν Βουλὴν τῶν Κοινοτήτων ὅτι ἡ Κυβέρνησις παρακολουθεῖ μετὰ προσοχῆς τὰς ἐξελίξεις. Ἐπὶ τοῦ παρόντος δὲν ὑφίσταται ἀπόφασις περὶ συγκλήσεως. <box>217 387 413 472</box>
article-text: ΤΑΪ-ΠΕΧ, 17. (Ἡν. Τύπος).— Ἡ κυβέρνησις τῆς Ἐθνικῆς Κίνας ἀνακοινοῖ ὅτι ἀριθμὸς ἀλιέων ἀπήχθη ὑπὸ τῶν κομμουνιστῶν. ΧΟΓΚ ΚΟΓΚ, 17. (Ρώυτερ).— Τὸ πρακτορεῖον «Νέα Κίνα» μεταδίδει ὅτι ἐσημειώθη νέα εἰσβολή. <box>626 450 812 535</box>
article-text: ΑΘΗΝΑΙ, 17.— Κατὰ τὴν σημερινὴν συνεδρίασιν τοῦ δικαστηρίου, ὁ ἰατρὸς κ. Τράκας ἐδήλωσεν ὅτι δὲν εἶναι πλέον βέβαιος ὅτι εἶδε πολίτην νὰ κρατῇ ὅπλον κατὰ τὰ ἐπεισόδια τῆς διαδηλώσεως τῶν οἰκοδόμων. <box>626 1513 1005 1549</box>
article-text: ΤΟΚΙΟ, 17. (Ἡνωμ. Τύπος).— Ἡ κινεζικὴ Κυβέρνησις ἀπέρριψε τὰς ἰνδικὰς διαμαρτυρίας. Ὁ κ. Τσοὺ Ἔν Λάι ἀπέστειλε νέαν ἐπιστολὴν πρὸς τὸν κ. Νεχροῦ. <box>626 360 812 422</box>
article-text: ΒΕΡΟΛΙΝΟΝ, ἀνατολικὸς τομεύς, 17. (Ρώυτερ).— Ἀνεκοινώθη ὅτι ἡ Κεντρικὴ Ἐπιτροπὴ τοῦ Κομμουνιστικοῦ Κόμματος Ἀνατ. Γερμανίας θὰ συνέλθῃ προσεχῶς. <box>421 502 616 563</box>
divider <box>1015 113 1582 115</box>
divider <box>14 1525 406 1526</box>
article-text: ΡΩΜΗ, 17. (Ρώυτερ).— Ὁ Ὀργανισμὸς Τροφίμων καὶ Γεωργίας τῶν Ἡνωμένων Ἐθνῶν ἀνακοινοῖ ὅτι τὸ ἓν τρίτον τῆς ἀγροτικῆς παραγωγῆς τῆς Σοβιετικῆς Ἑνώσεως προέρχεται ἀπὸ τὰ ἰδιωτικὰ κτήματα τῶν ἀγροτῶν, ἐνῷ τὰ δύο τρίτα παράγονται ἀπὸ τὰ κολχόζ καὶ τὰ σοβχόζ. <box>14 1947 406 1995</box>
article-body <box>626 1513 1005 1673</box>
article-text: ΜΟΣΧΑ, 17. (Ρώυτερ).— Ἡ Σοβιετικὴ Ἕνωσις φαίνεται ὅτι ἐπιδιώκει νὰ προκαλέσῃ νέαν διεθνῆ συζήτησιν περὶ Γερμανίας. Ὁ κ. Γκρομύκο ἐπισκέπτεται τὸν πρέσβυν τῆς Βρεταννίας καὶ ἐν συνεχείᾳ τοὺς πρέσβεις τῶν ἄλλων δυτικῶν χωρῶν. Ἐθεωρήθη βέβαιον ὅτι θὰ ὑποβληθοῦν νέαι προτάσεις. <box>14 583 209 693</box>
divider <box>626 263 1005 265</box>
